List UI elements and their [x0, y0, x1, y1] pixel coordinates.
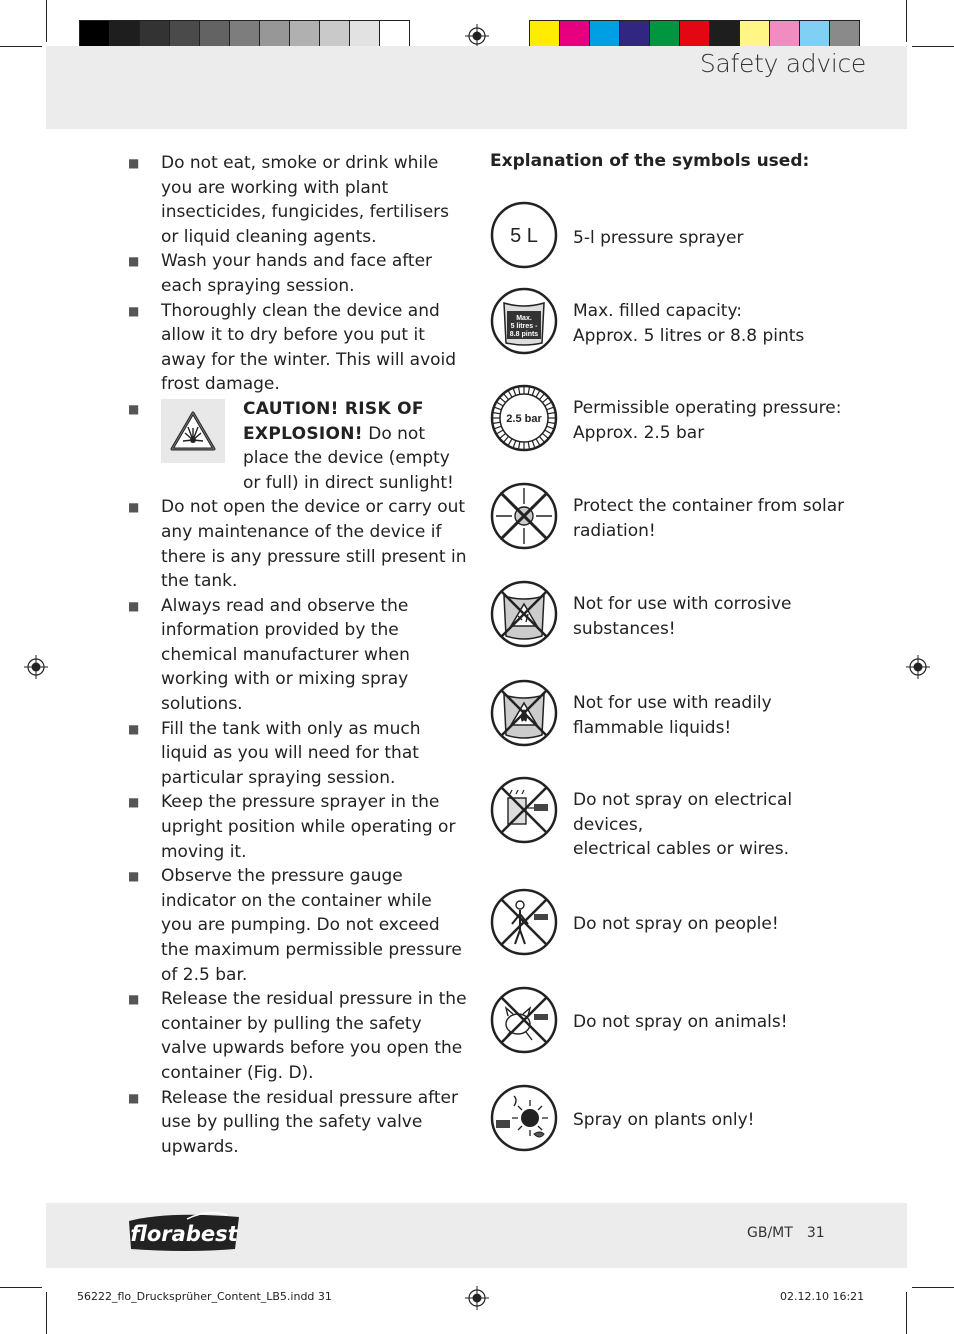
list-item-text: Do not eat, smoke or drink while you are working with plant insecticides, fungicides, fertilisers or liquid cleaning agents.: [161, 153, 449, 247]
list-item: ■ Do not open the device or carry out any maintenance of the device if there is any pressure still present in the tank.: [128, 497, 467, 592]
list-item: ■ Fill the tank with only as much liquid as you will need for that particular spraying session.: [128, 718, 421, 788]
crop-mark: [46, 0, 47, 42]
svg-text:florabest: florabest: [130, 1222, 238, 1246]
list-item: ■ Release the residual pressure after use by pulling the safety valve upwards.: [128, 1087, 458, 1157]
crop-mark: [906, 0, 907, 42]
no-people-icon: [490, 888, 558, 956]
symbol-label: Do not spray on electrical devices, electrical cables or wires.: [573, 790, 793, 860]
list-item: ■ Release the residual pressure in the container by pulling the safety valve upwards before you open the container (Fig. D).: [128, 989, 467, 1083]
list-item-text: Release the residual pressure after use by pulling the safety valve upwards.: [161, 1087, 458, 1157]
symbols-heading: Explanation of the symbols used:: [490, 151, 810, 171]
svg-text:2.5 bar: 2.5 bar: [506, 413, 542, 425]
list-item-text: Fill the tank with only as much liquid as you will need for that particular spraying session.: [161, 718, 421, 788]
list-item-text: Do not open the device or carry out any maintenance of the device if there is any pressure still present in the tank.: [161, 497, 467, 592]
plants-only-icon: [490, 1084, 558, 1152]
svg-text:Max.: Max.: [516, 315, 532, 322]
list-item: ■ Observe the pressure gauge indicator on the container while you are pumping. Do not exceed the maximum permissible pressure of 2.5 bar.: [128, 866, 462, 985]
registration-mark-icon: [24, 655, 48, 679]
list-item: ■ Do not eat, smoke or drink while you are working with plant insecticides, fungicides, fertilisers or liquid cleaning agents.: [128, 153, 449, 247]
safety-list: [128, 151, 468, 1159]
symbol-label: Max. filled capacity: Approx. 5 litres or 8.8 pints: [573, 301, 805, 346]
language-code: GB/MT: [747, 1225, 793, 1241]
no-flammable-icon: [490, 679, 558, 747]
registration-mark-icon: [465, 1286, 489, 1310]
max-capacity-icon: [490, 287, 558, 355]
crop-mark: [46, 1292, 47, 1334]
crop-mark: [0, 1287, 42, 1288]
symbol-label: Not for use with corrosive substances!: [573, 594, 792, 639]
svg-text:5 litres -: 5 litres -: [510, 323, 538, 330]
list-item: ■ Wash your hands and face after each spraying session.: [128, 251, 433, 296]
list-item: ■ Keep the pressure sprayer in the upright position while operating or moving it.: [128, 792, 456, 862]
list-item: ■ Always read and observe the information provided by the chemical manufacturer when working with or mixing spray solutions.: [128, 595, 410, 715]
registration-mark-icon: [465, 24, 489, 48]
file-slug: 56222_flo_Drucksprüher_Content_LB5.indd 31: [77, 1290, 332, 1303]
crop-mark: [0, 46, 42, 47]
symbol-label: Not for use with readily flammable liquids!: [573, 693, 772, 738]
registration-mark-icon: [906, 655, 930, 679]
symbol-label: Spray on plants only!: [573, 1110, 755, 1130]
no-sun-icon: [490, 482, 558, 550]
list-item: ■ CAUTION! RISK OF EXPLOSION! Do not place the device (empty or full) in direct sunlight!: [128, 398, 454, 493]
list-item-text: Always read and observe the information provided by the chemical manufacturer when working with or mixing spray solutions.: [161, 595, 410, 715]
list-item-text: Wash your hands and face after each spraying session.: [161, 251, 433, 296]
no-electrical-icon: [490, 776, 558, 844]
svg-text:5 L: 5 L: [510, 225, 538, 247]
crop-mark: [912, 1287, 954, 1288]
list-item: ■ Thoroughly clean the device and allow it to dry before you put it away for the winter. This will avoid frost damage.: [128, 300, 457, 395]
symbol-label: Permissible operating pressure: Approx. 2.5 bar: [573, 398, 842, 443]
symbol-label: Protect the container from solar radiation!: [573, 496, 845, 541]
svg-text:8.8 pints: 8.8 pints: [509, 331, 539, 338]
list-item-text: Release the residual pressure in the container by pulling the safety valve upwards before you open the container (Fig. D).: [161, 989, 467, 1083]
no-corrosive-icon: [490, 580, 558, 648]
crop-mark: [906, 1292, 907, 1334]
crop-mark: [912, 46, 954, 47]
page-title: Safety advice: [699, 49, 866, 78]
5-litre-icon: [490, 201, 558, 269]
list-item-text: Observe the pressure gauge indicator on the container while you are pumping. Do not exceed the maximum permissible pressure of 2.5 bar.: [161, 866, 462, 985]
date-slug: 02.12.10 16:21: [780, 1290, 865, 1303]
symbol-label: Do not spray on people!: [573, 914, 779, 934]
list-item-text: Thoroughly clean the device and allow it to dry before you put it away for the winter. This will avoid frost damage.: [161, 300, 457, 395]
page-info: [747, 1225, 825, 1241]
no-animals-icon: [490, 986, 558, 1054]
caution-heading: CAUTION! RISK OF EXPLOSION!: [243, 398, 424, 444]
symbol-label: Do not spray on animals!: [573, 1012, 788, 1032]
explosion-warning-icon: [161, 399, 225, 463]
pressure-gauge-icon: [490, 384, 558, 452]
page-number: 31: [806, 1225, 825, 1241]
list-item-text: Keep the pressure sprayer in the upright position while operating or moving it.: [161, 792, 456, 862]
florabest-logo: [127, 1209, 242, 1251]
caution-text: Do not place the device (empty or full) in direct sunlight!: [243, 423, 454, 493]
symbol-label: 5-l pressure sprayer: [573, 228, 744, 248]
